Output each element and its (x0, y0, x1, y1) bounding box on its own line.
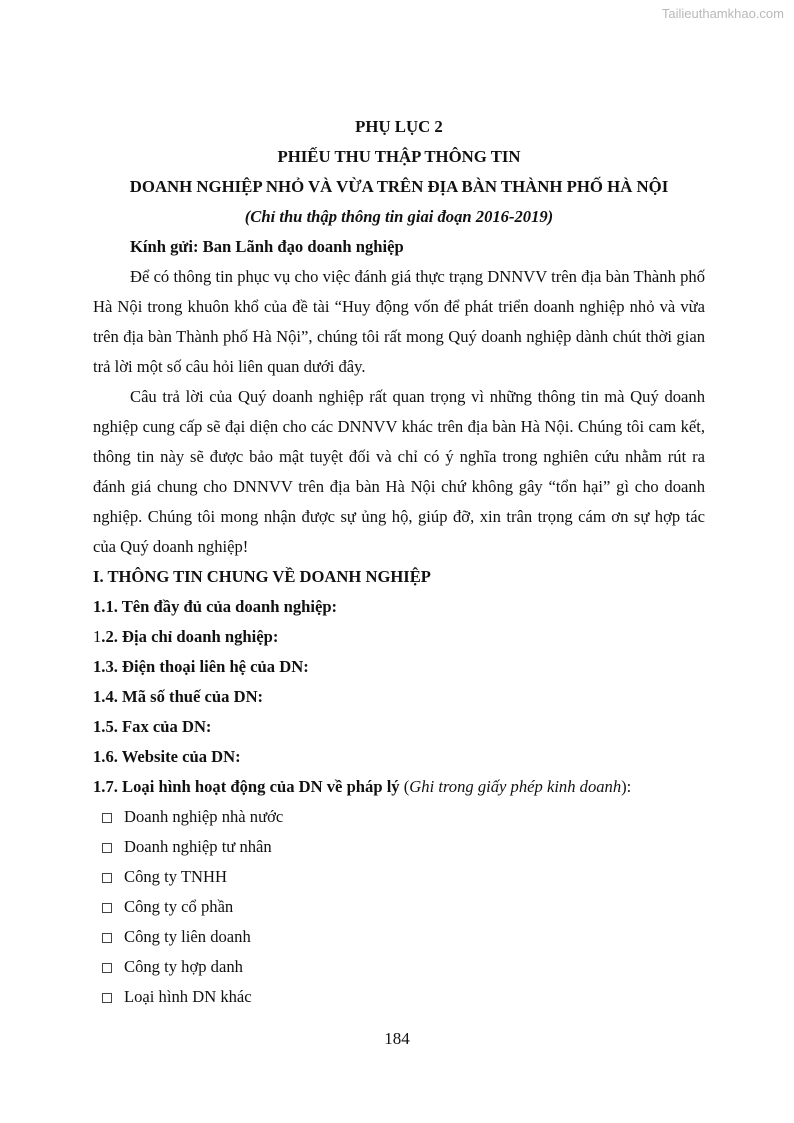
appendix-heading: PHỤ LỤC 2 (355, 117, 443, 136)
field-label: 1.6. Website của DN: (93, 747, 241, 766)
field-company-name (93, 592, 705, 622)
checkbox-icon[interactable] (102, 903, 112, 913)
field-phone (93, 652, 705, 682)
section-heading: I. THÔNG TIN CHUNG VỀ DOANH NGHIỆP (93, 567, 431, 586)
document-page (93, 112, 705, 1012)
checkbox-icon[interactable] (102, 843, 112, 853)
form-subtitle: DOANH NGHIỆP NHỎ VÀ VỪA TRÊN ĐỊA BÀN THÀNH PHỐ HÀ NỘI (129, 177, 669, 196)
field-tax-code (93, 682, 705, 712)
option-label: Doanh nghiệp nhà nước (124, 807, 284, 826)
field-label: 1.4. Mã số thuế của DN: (93, 687, 264, 706)
option-other-type[interactable] (93, 982, 705, 1012)
option-label: Công ty hợp danh (124, 957, 243, 976)
salutation: Kính gửi: Ban Lãnh đạo doanh nghiệp (130, 237, 404, 256)
option-joint-venture[interactable] (93, 922, 705, 952)
field-label: 1.3. Điện thoại liên hệ của DN: (93, 657, 309, 676)
option-label: Công ty cổ phần (124, 897, 234, 916)
field-website (93, 742, 705, 772)
question-legal-type (93, 772, 705, 802)
checkbox-icon[interactable] (102, 993, 112, 1003)
note-close: ): (621, 777, 632, 796)
field-label: .2. Địa chỉ doanh nghiệp: (101, 627, 279, 646)
option-label: Công ty TNHH (124, 867, 227, 886)
option-label: Doanh nghiệp tư nhân (124, 837, 272, 856)
checkbox-icon[interactable] (102, 813, 112, 823)
checkbox-icon[interactable] (102, 963, 112, 973)
option-label: Công ty liên doanh (124, 927, 251, 946)
checkbox-icon[interactable] (102, 933, 112, 943)
option-joint-stock[interactable] (93, 892, 705, 922)
intro-paragraph: Để có thông tin phục vụ cho việc đánh giá thực trạng DNNVV trên địa bàn Thành phố Hà Nội trong khuôn khổ của đề tài “Huy động vốn để phát triển doanh nghiệp nhỏ và vừa trên địa bàn Thành phố Hà Nội”, chúng tôi rất mong Quý doanh nghiệp dành chút thời gian trả lời một số câu hỏi liên quan dưới đây. (93, 267, 705, 376)
question-label: 1.7. Loại hình hoạt động của DN về pháp lý (93, 777, 400, 796)
option-partnership[interactable] (93, 952, 705, 982)
option-llc[interactable] (93, 862, 705, 892)
checkbox-icon[interactable] (102, 873, 112, 883)
option-label: Loại hình DN khác (124, 987, 252, 1006)
field-company-address (93, 622, 705, 652)
watermark: Tailieuthamkhao.com (661, 6, 784, 21)
field-label: 1.5. Fax của DN: (93, 717, 212, 736)
period-note: (Chỉ thu thập thông tin giai đoạn 2016-2019) (244, 207, 554, 226)
page-number: 184 (384, 1029, 410, 1048)
confidentiality-paragraph: Câu trả lời của Quý doanh nghiệp rất quan trọng vì những thông tin mà Quý doanh nghiệp cung cấp sẽ đại diện cho các DNNVV khác trên địa bàn Hà Nội. Chúng tôi cam kết, thông tin này sẽ được bảo mật tuyệt đối và chỉ có ý nghĩa trong nghiên cứu nhằm rút ra đánh giá chung cho DNNVV trên địa bàn Hà Nội chứ không gây “tổn hại” gì cho doanh nghiệp. Chúng tôi mong nhận được sự ủng hộ, giúp đỡ, xin trân trọng cám ơn sự hợp tác của Quý doanh nghiệp! (93, 387, 705, 556)
note-open: ( (399, 777, 410, 796)
field-label: 1.1. Tên đầy đủ của doanh nghiệp: (93, 597, 338, 616)
question-note: Ghi trong giấy phép kinh doanh (409, 777, 622, 796)
option-private-enterprise[interactable] (93, 832, 705, 862)
form-title: PHIẾU THU THẬP THÔNG TIN (277, 147, 521, 166)
field-fax (93, 712, 705, 742)
field-label-prefix: 1 (93, 627, 102, 646)
option-state-enterprise[interactable] (93, 802, 705, 832)
